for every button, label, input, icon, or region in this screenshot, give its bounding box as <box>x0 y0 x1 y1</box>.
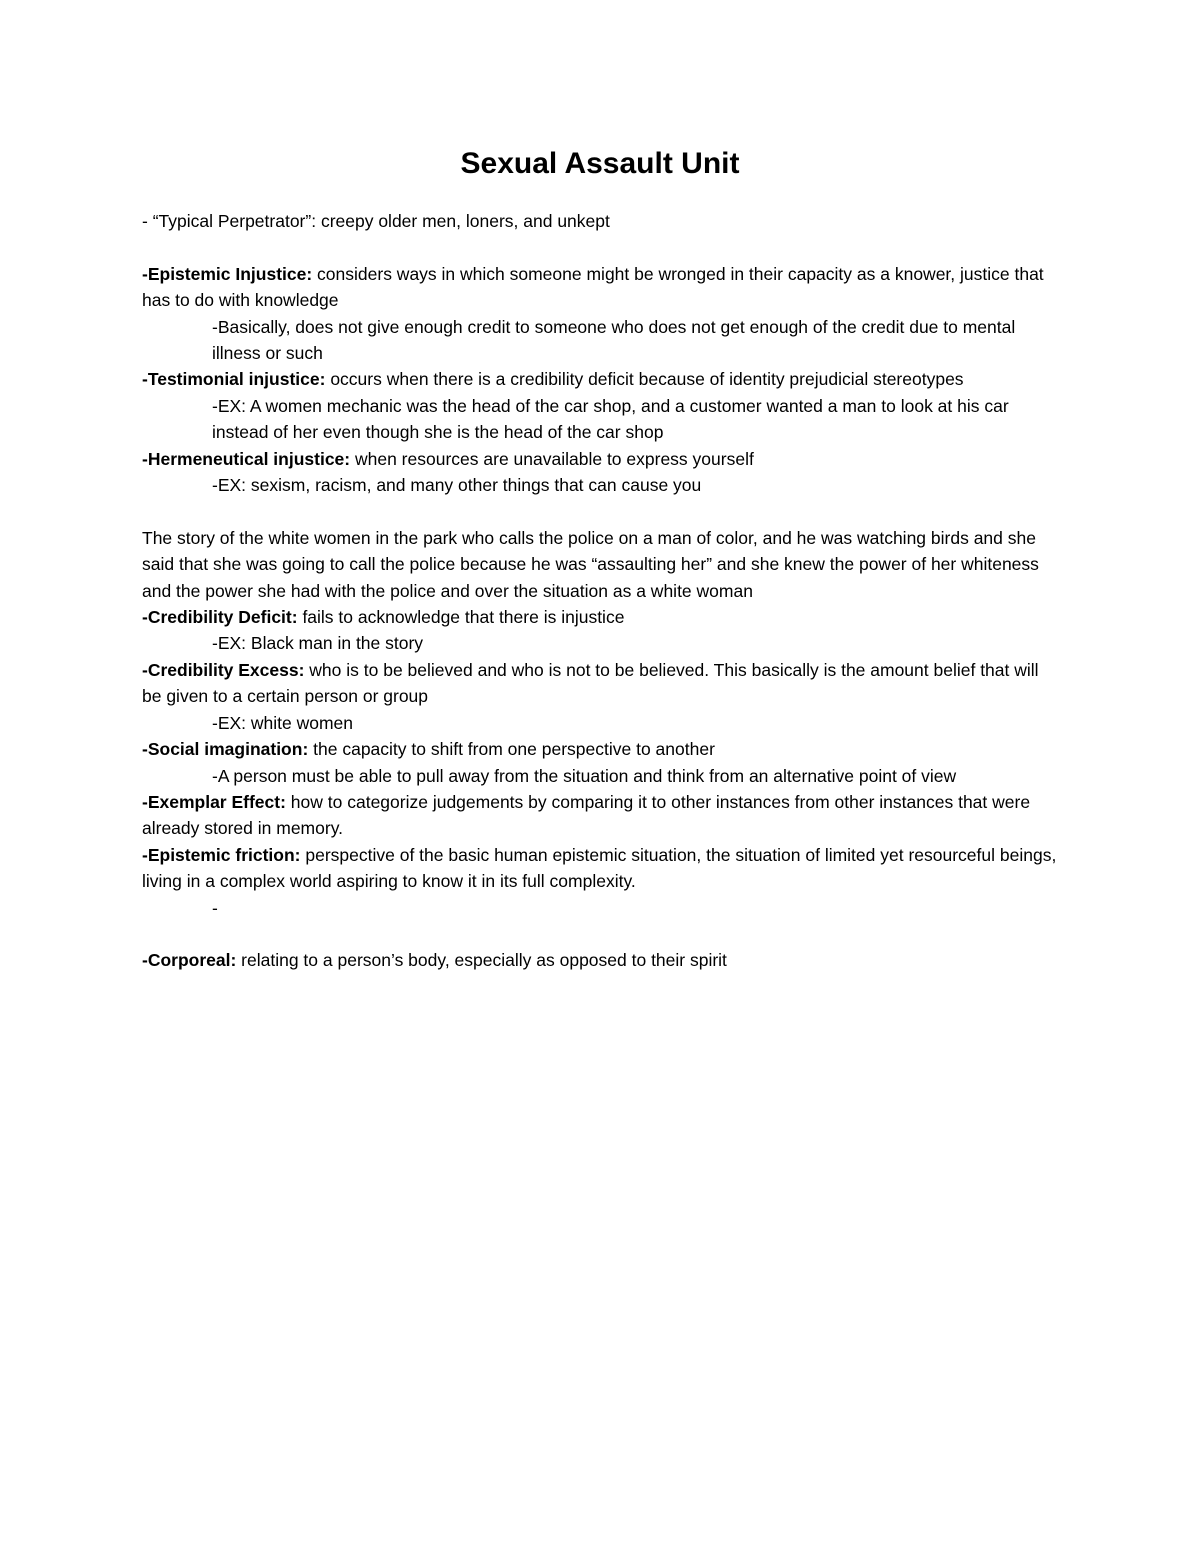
indented-note: -EX: white women <box>212 712 354 733</box>
document-title: Sexual Assault Unit <box>460 147 740 180</box>
definition-paragraph <box>142 947 1062 973</box>
indented-note: -EX: sexism, racism, and many other things that can cause you <box>212 475 702 496</box>
indented-note: - <box>212 897 218 918</box>
definition-paragraph <box>142 657 1062 710</box>
term-label: -Epistemic friction: <box>142 844 301 865</box>
term-label: -Credibility Deficit: <box>142 607 298 628</box>
blank-line <box>142 498 1062 524</box>
paragraph: The story of the white women in the park who calls the police on a man of color, and he was watching birds and she said that she was going to call the police because he was “assaulting her” and she knew the power of her whiteness and the power she had with the police and over the situation as a white woman <box>142 527 1039 601</box>
definition-paragraph <box>142 446 1062 472</box>
indented-note: -Basically, does not give enough credit to someone who does not get enough of the credit due to mental illness or such <box>212 316 1016 364</box>
definition-paragraph <box>142 789 1062 842</box>
term-label: -Corporeal: <box>142 950 237 971</box>
indented-note: -EX: A women mechanic was the head of the car shop, and a customer wanted a man to look at his car instead of her even though she is the head of the car shop <box>212 395 1009 443</box>
term-definition: relating to a person’s body, especially as opposed to their spirit <box>236 950 727 971</box>
blank-line <box>142 234 1062 260</box>
definition-paragraph <box>142 736 1062 762</box>
term-label: -Credibility Excess: <box>142 659 305 680</box>
definition-paragraph <box>142 842 1062 895</box>
term-definition: perspective of the basic human epistemic situation, the situation of limited yet resourceful beings, living in a complex world aspiring to know it in its full complexity. <box>142 844 1057 892</box>
definition-paragraph <box>142 604 1062 630</box>
indented-note: -EX: Black man in the story <box>212 633 424 654</box>
blank-line <box>142 921 1062 947</box>
document-body <box>142 208 1062 974</box>
term-label: -Exemplar Effect: <box>142 791 286 812</box>
indented-note: -A person must be able to pull away from the situation and think from an alternative point of view <box>212 765 957 786</box>
term-label: -Epistemic Injustice: <box>142 263 313 284</box>
definition-paragraph <box>142 366 1062 392</box>
term-definition: fails to acknowledge that there is injustice <box>297 607 625 628</box>
term-label: -Social imagination: <box>142 739 309 760</box>
term-definition: the capacity to shift from one perspective to another <box>308 739 715 760</box>
definition-paragraph <box>142 261 1062 314</box>
term-definition: who is to be believed and who is not to be believed. This basically is the amount belief that will be given to a certain person or group <box>142 659 1039 707</box>
term-definition: occurs when there is a credibility deficit because of identity prejudicial stereotypes <box>325 369 964 390</box>
paragraph: - “Typical Perpetrator”: creepy older men, loners, and unkept <box>142 211 610 231</box>
term-label: -Testimonial injustice: <box>142 369 326 390</box>
term-definition: considers ways in which someone might be wronged in their capacity as a knower, justice that has to do with knowledge <box>142 263 1044 311</box>
term-label: -Hermeneutical injustice: <box>142 448 351 469</box>
term-definition: when resources are unavailable to express yourself <box>350 448 754 469</box>
term-definition: how to categorize judgements by comparing it to other instances from other instances that were already stored in memory. <box>142 791 1031 839</box>
